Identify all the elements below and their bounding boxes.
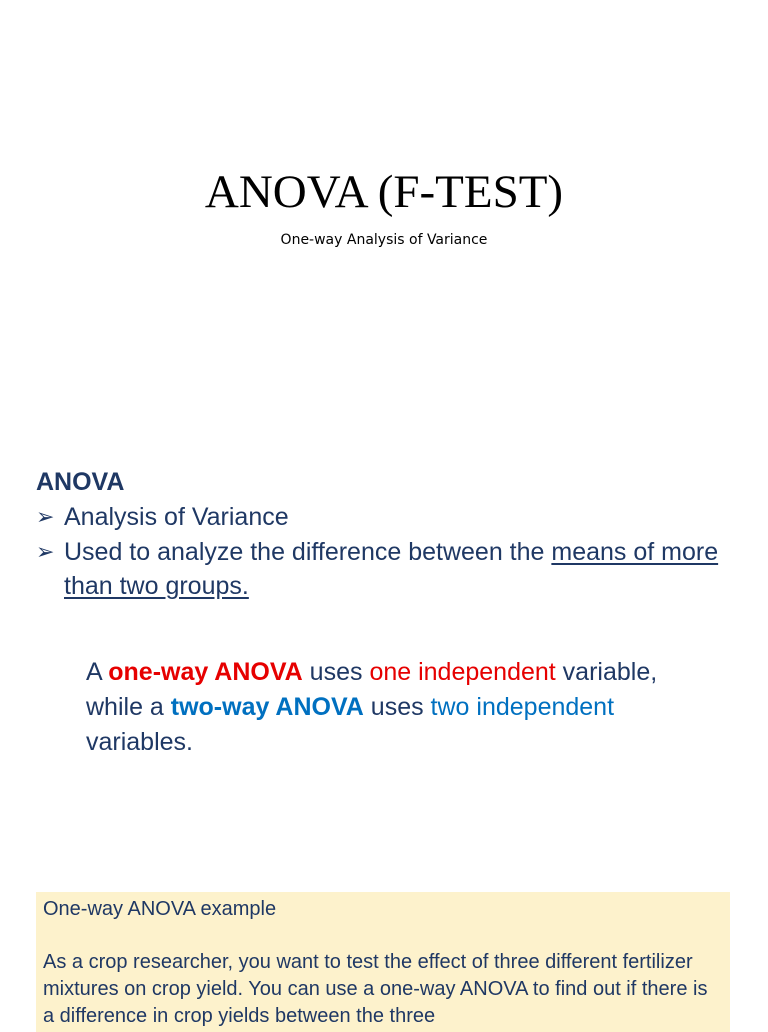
example-box — [36, 892, 730, 1032]
bullet-text: Analysis of Variance — [64, 503, 289, 531]
bullet-underlined-text: means of more than two groups. — [64, 537, 719, 600]
bullet-text: Used to analyze the difference between the — [64, 537, 552, 566]
paragraph-text: variables. — [86, 728, 193, 756]
two-way-anova-term: two-way ANOVA — [170, 693, 364, 721]
example-text: As a crop researcher, you want to test the effect of three different fertilizer mixtures on crop yield. You can use a one-way ANOVA to find out if there is a difference in crop yields between the three — [43, 951, 708, 1027]
bullet-item — [36, 535, 736, 604]
anova-comparison-paragraph — [86, 655, 686, 760]
one-independent-term: one independent — [369, 658, 556, 686]
paragraph-text: uses — [302, 658, 370, 686]
slide-title: ANOVA (F-TEST) — [204, 166, 564, 218]
paragraph-text: variable, while a — [86, 658, 658, 721]
one-way-anova-term: one-way ANOVA — [108, 658, 303, 686]
example-heading: One-way ANOVA example — [43, 898, 277, 920]
two-independent-term: two independent — [430, 693, 615, 721]
paragraph-text: uses — [363, 693, 431, 721]
bullet-list — [36, 500, 736, 604]
arrow-bullet-icon: ➢ — [36, 539, 55, 565]
paragraph-text: A — [86, 658, 109, 686]
section-heading: ANOVA — [36, 468, 125, 496]
slide-subtitle: One-way Analysis of Variance — [280, 232, 488, 248]
arrow-bullet-icon: ➢ — [36, 505, 55, 530]
bullet-item — [36, 500, 736, 535]
